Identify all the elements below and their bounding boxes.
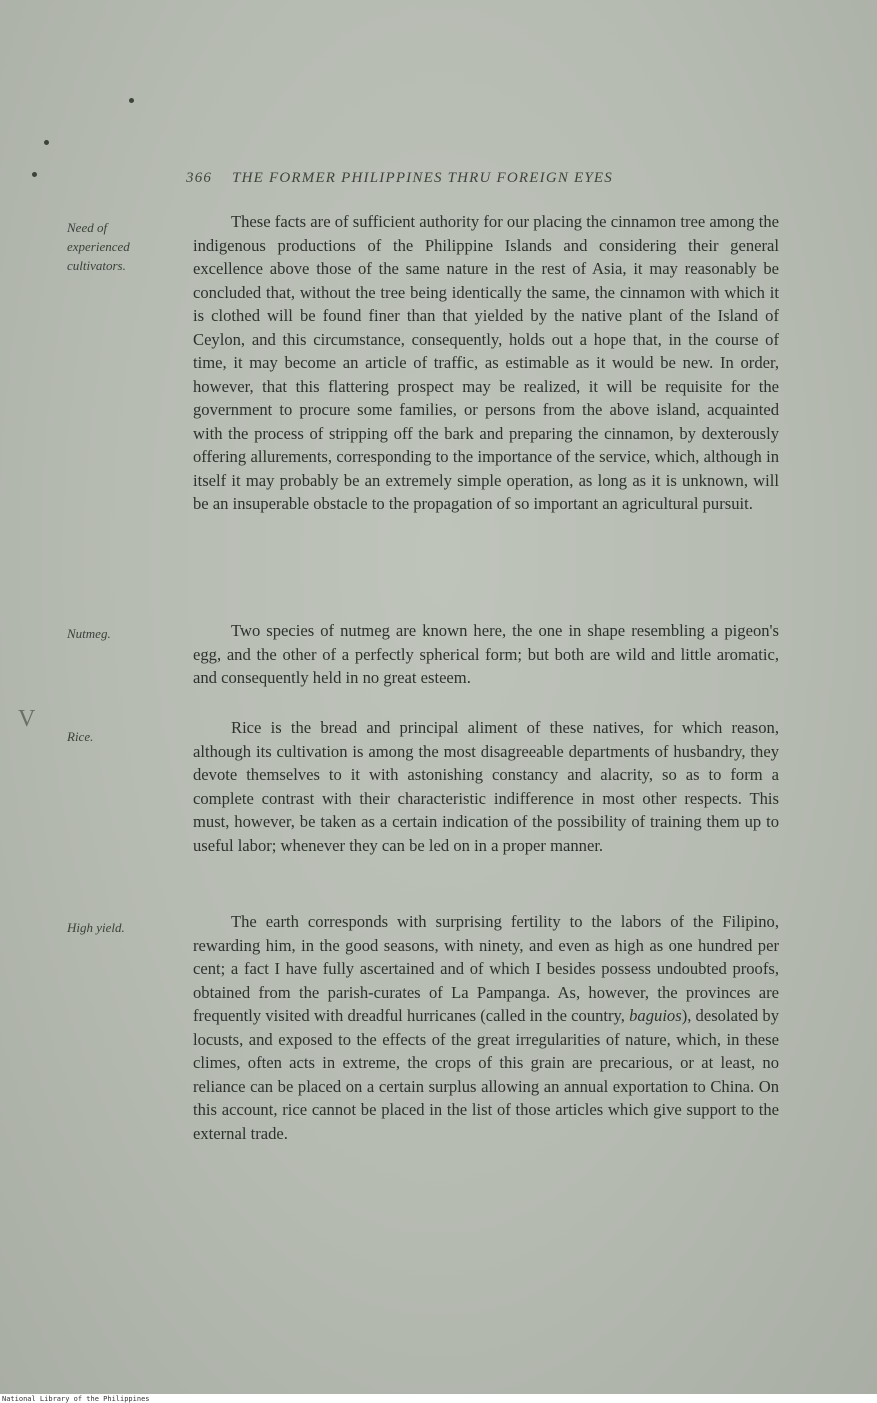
sidenote-line: cultivators.	[67, 258, 126, 273]
italic-term-baguios: baguios	[629, 1006, 682, 1025]
sidenote-line: Need of	[67, 220, 108, 235]
paragraph-text: The earth corresponds with surprising fertility to the labors of the Filipino, rewarding him, in the good seasons, with ninety, and even as high as one hundred per cent; a fact I have fully ascertained and of which I besides possess undoubted proofs, obtained from the parish-curates of La Pampanga. As, however, the provinces are frequently visited with dreadful hurricanes (called in the country,	[193, 912, 779, 1025]
page-number: 366	[186, 170, 213, 186]
sidenote-nutmeg: Nutmeg.	[67, 626, 111, 641]
sidenote-high-yield: High yield.	[67, 920, 125, 935]
sidenote-line: experienced	[67, 239, 130, 254]
running-title: THE FORMER PHILIPPINES THRU FOREIGN EYES	[232, 170, 613, 186]
footer-credit: National Library of the Philippines	[2, 1395, 150, 1403]
running-header	[186, 170, 613, 187]
paragraph-rice: Rice is the bread and principal aliment of these natives, for which reason, although its cultivation is among the most disagreeable departments of husbandry, they devote themselves to it with astonishing constancy and alacrity, so as to form a complete contrast with their characteristic indifference in most other respects. This must, however, be taken as a certain indication of the possibility of training them up to useful labor; whenever they can be led on in a proper manner.	[193, 718, 779, 855]
ink-speck	[32, 172, 37, 177]
margin-pencil-mark: V	[18, 706, 36, 732]
paragraph-high-yield	[193, 910, 779, 1145]
ink-speck	[44, 140, 49, 145]
sidenote-rice: Rice.	[67, 729, 94, 744]
sidenote-need-of-cultivators	[67, 218, 177, 275]
paragraph-cinnamon: These facts are of sufficient authority for our placing the cinnamon tree among the indigenous productions of the Philippine Islands and considering their general excellence above those of the same nature in the rest of Asia, it may reasonably be concluded that, without the tree being identically the same, the cinnamon with which it is clothed will be found finer than that yielded by the native plant of the Island of Ceylon, and this circumstance, consequently, holds out a hope that, in the course of time, it may become an article of traffic, as estimable as it would be new. In order, however, that this flattering prospect may be realized, it will be requisite for the government to procure some families, or persons from the above island, acquainted with the process of stripping off the bark and preparing the cinnamon, by dexterously offering allurements, corresponding to the importance of the service, which, although in itself it may probably be an extremely simple operation, as long as it is unknown, will be an insuperable obstacle to the propagation of so important an agricultural pursuit.	[193, 212, 779, 513]
paragraph-nutmeg: Two species of nutmeg are known here, the one in shape resembling a pigeon's egg, and the other of a perfectly spherical form; but both are wild and little aromatic, and consequently held in no great esteem.	[193, 621, 779, 687]
ink-speck	[129, 98, 134, 103]
paragraph-text: ), desolated by locusts, and exposed to the effects of the great irregularities of nature, which, in these climes, often acts in extreme, the crops of this grain are precarious, or at least, no reliance can be placed on a certain surplus allowing an annual exportation to China. On this account, rice cannot be placed in the list of those articles which give support to the external trade.	[193, 1006, 779, 1143]
